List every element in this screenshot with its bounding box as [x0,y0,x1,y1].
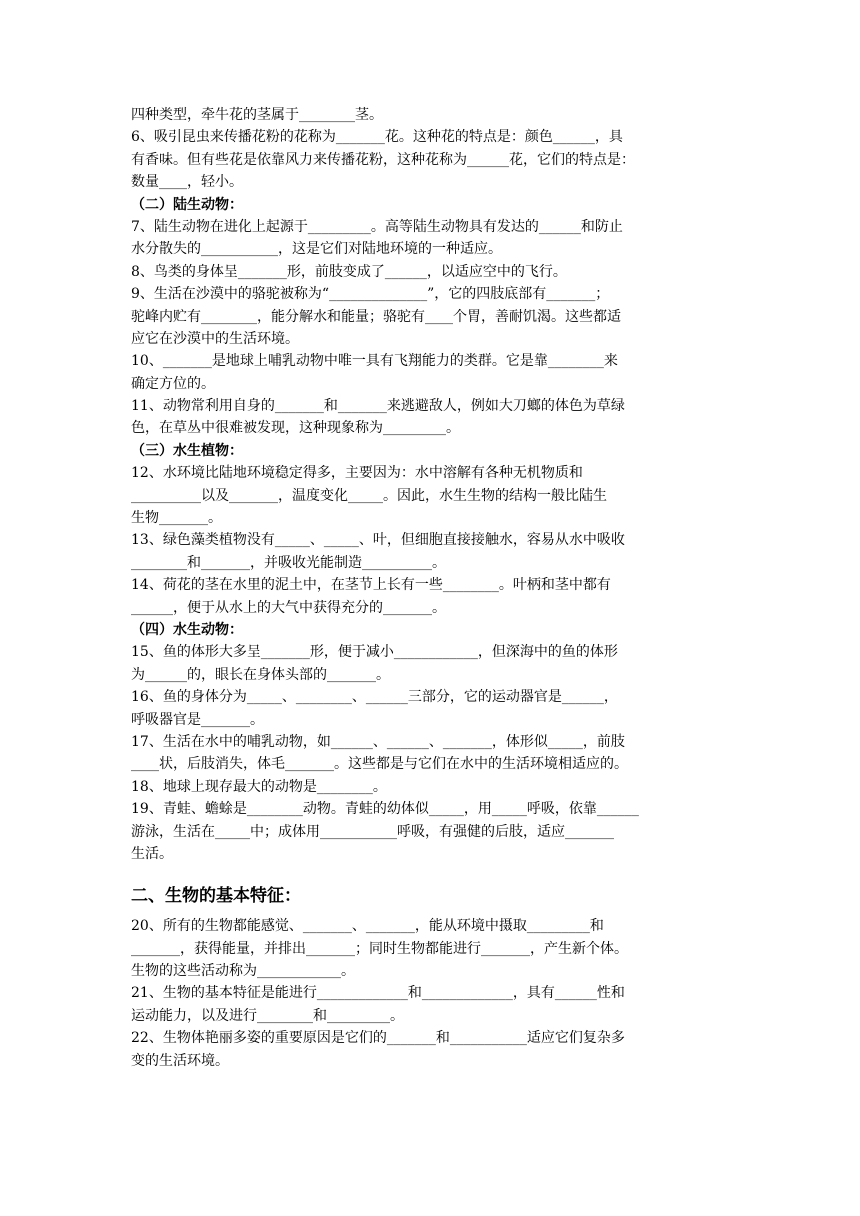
text-line: 确定方位的。 [131,375,215,392]
text-line: 16、鱼的身体分为_____、________、______三部分，它的运动器官是______， [131,689,618,706]
text-line: ____状，后肢消失，体毛_______。这些都是与它们在水中的生活环境相适应的。 [131,756,628,773]
text-line: 水分散失的___________，这是它们对陆地环境的一种适应。 [131,241,502,258]
text-line: 9、生活在沙漠中的骆驼被称为“______________”，它的四肢底部有_______； [131,286,610,303]
text-line: 呼吸器官是_______。 [131,711,264,728]
subsection-heading: （二）陆生动物： [131,196,243,213]
text-line: 17、生活在水中的哺乳动物，如______、______、_______，体形似_____，前肢 [131,733,625,750]
text-line: 应它在沙漠中的生活环境。 [131,330,299,347]
text-line: 13、绿色藻类植物没有_____、_____、叶，但细胞直接接触水，容易从水中吸收 [131,532,625,549]
text-line: 生物的这些活动称为____________。 [131,963,355,980]
text-line: 21、生物的基本特征是能进行_____________和_____________，具有______性和 [131,985,625,1002]
text-line: 色，在草丛中很难被发现，这种现象称为_________。 [131,420,460,437]
text-line: 12、水环境比陆地环境稳定得多，主要因为：水中溶解有各种无机物质和 [131,465,583,482]
text-line: 7、陆生动物在进化上起源于_________。高等陆生动物具有发达的______和防止 [131,218,623,235]
text-line: 18、地球上现存最大的动物是________。 [131,778,387,795]
text-line: 有香味。但有些花是依靠风力来传播花粉，这种花称为______花，它们的特点是： [131,151,635,168]
text-line: ________和_______，并吸收光能制造__________。 [131,554,446,571]
text-line: 11、动物常利用自身的_______和_______来逃避敌人，例如大刀螂的体色为草绿 [131,398,625,415]
text-line: 数量____，轻小。 [131,174,243,191]
text-line: ______，便于从水上的大气中获得充分的_______。 [131,599,446,616]
document-page [131,104,731,1072]
text-line: 生活。 [131,845,173,862]
text-line: 6、吸引昆虫来传播花粉的花称为_______花。这种花的特点是：颜色______，具 [131,129,623,146]
text-line: 10、_______是地球上哺乳动物中唯一具有飞翔能力的类群。它是靠________来 [131,353,618,370]
section-gap [131,865,731,873]
subsection-heading: （四）水生动物： [131,621,243,638]
text-line: 20、所有的生物都能感觉、_______、_______，能从环境中摄取_________和 [131,918,604,935]
text-line: 15、鱼的体形大多呈_______形，便于减小____________，但深海中的鱼的体形 [131,644,618,661]
text-line: 四种类型，牵牛花的茎属于________茎。 [131,107,383,123]
text-line: 22、生物体艳丽多姿的重要原因是它们的_______和___________适应它们复杂多 [131,1030,625,1047]
text-line: _______，获得能量，并排出_______；同时生物都能进行_______，产生新个体。 [131,940,628,957]
text-line: 游泳，生活在_____中；成体用___________呼吸，有强健的后肢，适应_______ [131,823,614,840]
text-line: 生物_______。 [131,510,222,527]
text-line: 为______的，眼长在身体头部的_______。 [131,666,390,683]
text-line: 变的生活环境。 [131,1052,229,1069]
text-line: __________以及_______，温度变化_____。因此，水生生物的结构一般比陆生 [131,487,607,504]
text-line: 14、荷花的茎在水里的泥土中，在茎节上长有一些________。叶柄和茎中都有 [131,577,611,594]
section-heading: 二、生物的基本特征： [131,886,301,907]
text-line: 驼峰内贮有________，能分解水和能量；骆驼有____个胃，善耐饥渴。这些都适 [131,308,621,325]
text-line: 8、鸟类的身体呈_______形，前肢变成了______，以适应空中的飞行。 [131,263,567,280]
subsection-heading: （三）水生植物： [131,442,243,459]
text-line: 运动能力，以及进行________和_________。 [131,1007,404,1024]
text-line: 19、青蛙、蟾蜍是________动物。青蛙的幼体似_____，用_____呼吸，依靠______ [131,801,639,818]
